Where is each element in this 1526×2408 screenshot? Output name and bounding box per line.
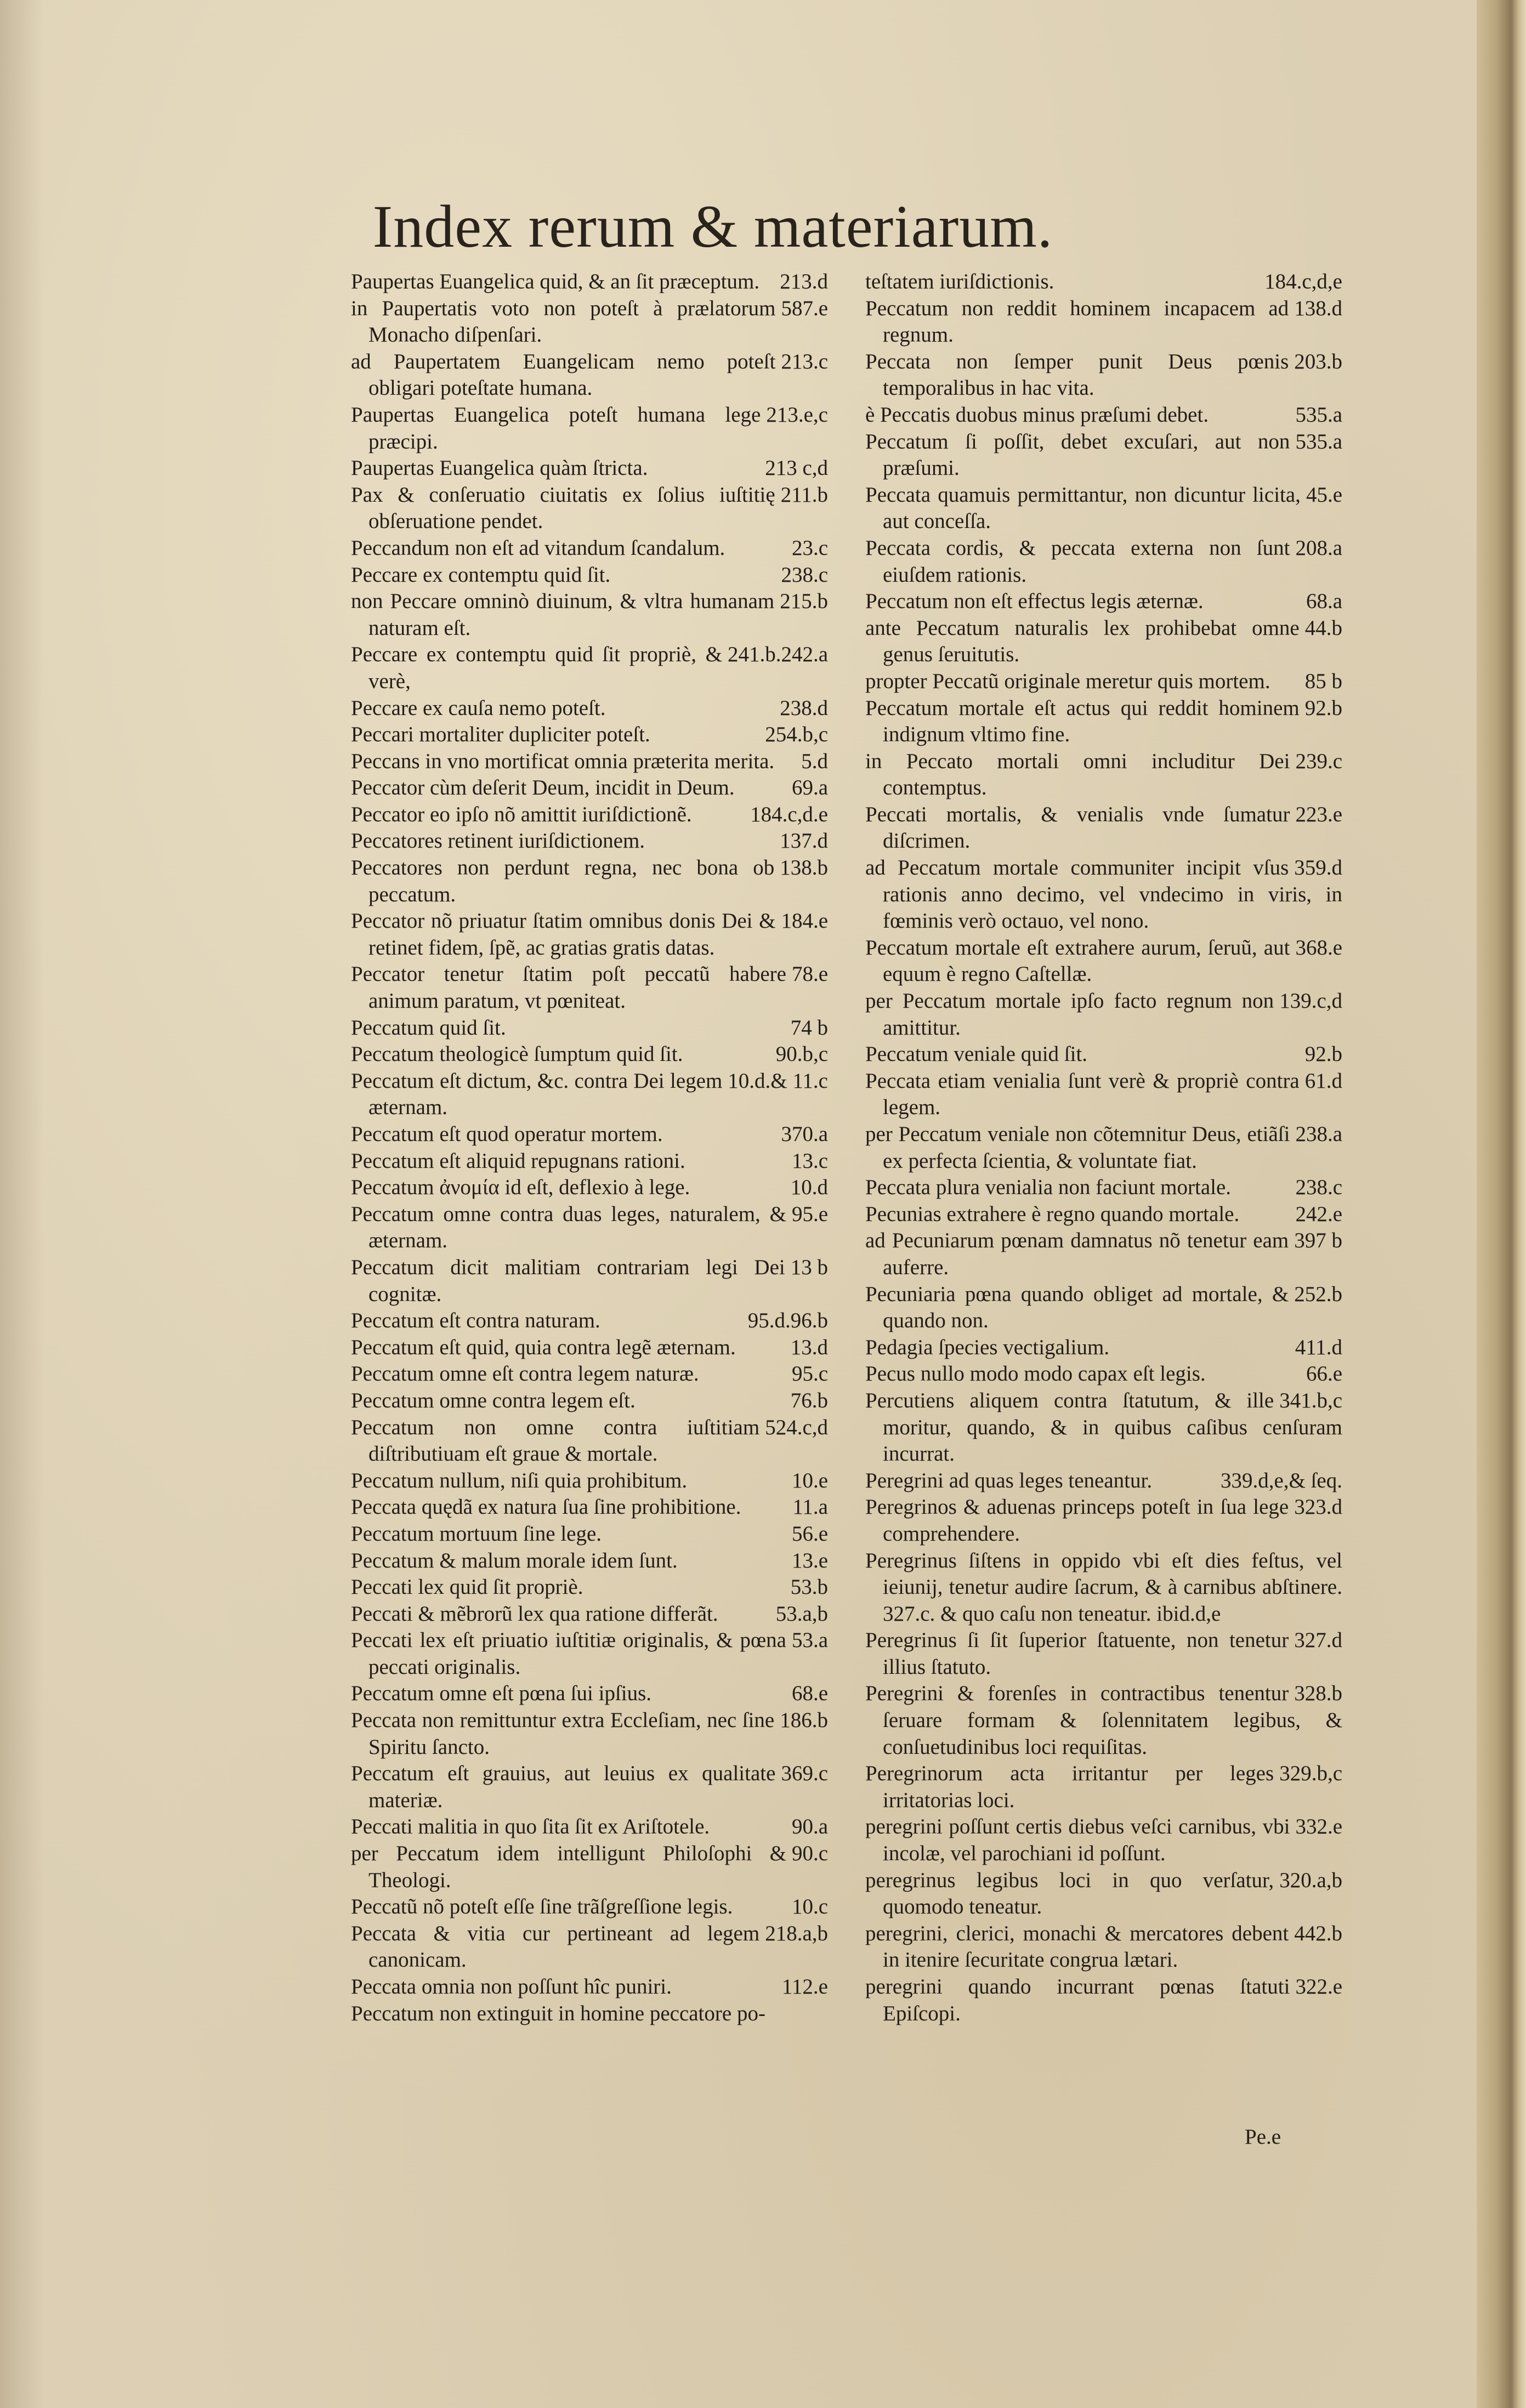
page-reference: 53.b — [790, 1575, 828, 1599]
entry-text: Peccata quamuis permittantur, non dicuntur licita, aut conceſſa. — [865, 482, 1301, 533]
entry-text: Peccare ex contemptu quid ſit propriè, & verè, — [351, 643, 722, 693]
entry-text: Peccatum omne eſt pœna ſui ipſius. — [351, 1682, 652, 1706]
index-entry — [351, 1814, 828, 1841]
entry-text: Peccatum non omne contra iuſtitiam diſtributiuam eſt graue & mortale. — [351, 1415, 760, 1466]
page-reference: 211.b — [780, 482, 828, 507]
page-reference: 238.c — [1295, 1175, 1342, 1200]
index-entry — [351, 1841, 828, 1894]
index-entry — [351, 455, 828, 482]
index-entry — [865, 1121, 1342, 1174]
entry-text: in Paupertatis voto non poteſt à prælatorum Monacho diſpenſari. — [351, 296, 776, 347]
index-entry — [865, 855, 1342, 935]
index-entry — [351, 722, 828, 748]
page-reference: 61.d — [1304, 1069, 1342, 1093]
index-entry — [865, 1388, 1342, 1468]
entry-text: Peccati malitia in quo ſita ſit ex Ariſtotele. — [351, 1815, 710, 1839]
page-reference: 10.c — [791, 1895, 828, 1919]
entry-text: Peccatum non extinguit in homine peccatore po- — [351, 2001, 765, 2025]
index-entry — [351, 562, 828, 589]
entry-text: Peccati lex eſt priuatio iuſtitiæ originalis, & pœna peccati originalis. — [351, 1628, 786, 1679]
entry-text: Peccatum omne eſt contra legem naturæ. — [351, 1362, 699, 1386]
entry-text: Peccatum omne contra legem eſt. — [351, 1388, 636, 1412]
index-entry — [351, 1174, 828, 1201]
index-entry — [865, 1680, 1342, 1760]
entry-text: Peregrinos & aduenas princeps poteſt in ſua lege comprehendere. — [865, 1495, 1289, 1546]
page-reference: 370.a — [781, 1122, 828, 1146]
page-reference: 238.c — [781, 563, 828, 587]
entry-text: Peccatores retinent iuriſdictionem. — [351, 829, 645, 853]
index-entry — [865, 1281, 1342, 1334]
page-reference: 322.e — [1295, 1975, 1342, 1998]
index-entry — [351, 748, 828, 775]
index-entry — [865, 1867, 1342, 1921]
page-reference: 53.a — [791, 1628, 828, 1652]
page-reference: 10.d.& 11.c — [728, 1069, 828, 1093]
page-reference: 10.e — [791, 1468, 828, 1492]
entry-text: Peccata non remittuntur extra Eccleſiam, nec ſine Spiritu ſancto. — [351, 1708, 775, 1759]
entry-text: ante Peccatum naturalis lex prohibebat omne genus ſeruitutis. — [865, 616, 1300, 667]
page-reference: 138.d — [1294, 296, 1342, 320]
page-reference: 11.a — [792, 1495, 828, 1519]
page-reference: 95.d.96.b — [747, 1309, 828, 1333]
page-reference: 184.e — [781, 909, 828, 933]
page-reference: 332.e — [1295, 1815, 1342, 1839]
page-reference: 524.c,d — [765, 1415, 828, 1439]
entry-text: Peccatum mortuum ſine lege. — [351, 1521, 602, 1546]
page-reference: 186.b — [780, 1708, 828, 1733]
page-reference: 90.a — [791, 1815, 828, 1839]
index-entry — [865, 349, 1342, 402]
page-reference: 254.b,c — [765, 723, 828, 747]
index-entry — [865, 402, 1342, 429]
index-entry — [865, 1334, 1342, 1361]
entry-text: Peccati & mẽbrorũ lex qua ratione differãt. — [351, 1601, 718, 1626]
entry-text: Paupertas Euangelica quàm ſtricta. — [351, 456, 648, 480]
page-reference: 213.d — [780, 270, 828, 293]
index-entry — [351, 1308, 828, 1334]
page-reference: 92.b — [1304, 696, 1342, 720]
entry-text: Peregrini & forenſes in contractibus tenentur ſeruare formam & ſolennitatem legibus, & conſuetudinibus loci requiſitas. — [865, 1682, 1342, 1759]
entry-text: Paupertas Euangelica quid, & an ſit præceptum. — [351, 270, 760, 293]
index-entry — [351, 695, 828, 722]
page-reference: 184.c,d.e — [750, 802, 828, 826]
index-entry — [351, 1548, 828, 1575]
page-reference: 53.a,b — [775, 1601, 828, 1626]
page-reference: 535.a — [1295, 429, 1342, 453]
index-entry — [865, 269, 1342, 296]
index-entry — [351, 1894, 828, 1921]
entry-text: Peccata quędã ex natura ſua ſine prohibitione. — [351, 1495, 741, 1519]
page-reference: 13 b — [790, 1255, 828, 1279]
page-reference: 90.c — [791, 1842, 828, 1866]
index-entry — [351, 402, 828, 455]
entry-text: Peregrinus ſiſtens in oppido vbi eſt dies feſtus, vel ieiunij, tenetur audire ſacrum, & à carnibus abſtinere. 327.c. & quo caſu non teneatur. ibid.d,e — [865, 1548, 1342, 1626]
index-entry — [865, 695, 1342, 748]
index-entry — [351, 1254, 828, 1308]
index-entry — [351, 1068, 828, 1121]
page-reference: 90.b,c — [775, 1042, 828, 1066]
catchword: Pe.e — [1245, 2125, 1281, 2149]
entry-text: Peccatum nullum, niſi quia prohibitum. — [351, 1468, 688, 1492]
page-reference: 339.d,e,& ſeq. — [1220, 1468, 1342, 1492]
entry-text: Peccatum dicit malitiam contrariam legi Dei cognitæ. — [351, 1255, 785, 1306]
index-entry — [351, 1574, 828, 1601]
page-reference: 139.c,d — [1279, 989, 1342, 1013]
entry-text: Peccatum omne contra duas leges, naturalem, & æternam. — [351, 1202, 786, 1253]
index-entry — [351, 828, 828, 855]
page-reference: 78.e — [791, 962, 828, 986]
page-reference: 68.e — [791, 1682, 828, 1706]
entry-text: Pax & conſeruatio ciuitatis ex ſolius iuſtitię obſeruatione pendet. — [351, 482, 775, 533]
entry-text: Peccatores non perdunt regna, nec bona ob peccatum. — [351, 856, 775, 906]
page-reference: 252.b — [1294, 1282, 1342, 1306]
index-entry — [351, 296, 828, 349]
entry-text: Peccator eo ipſo nõ amittit iuriſdictionẽ. — [351, 802, 692, 826]
index-entry — [865, 1468, 1342, 1495]
page-reference: 223.e — [1295, 802, 1342, 826]
page-reference: 341.b,c — [1279, 1388, 1342, 1412]
page-reference: 85 b — [1304, 669, 1342, 693]
entry-text: Peccare ex contemptu quid ſit. — [351, 563, 611, 587]
index-entry — [351, 641, 828, 695]
page-reference: 138.b — [780, 856, 828, 880]
index-entry — [351, 775, 828, 802]
index-entry — [351, 961, 828, 1014]
index-entry — [351, 1521, 828, 1548]
index-entry — [351, 1121, 828, 1148]
page-reference: 56.e — [791, 1521, 828, 1546]
page-reference: 218.a,b — [765, 1921, 828, 1945]
entry-text: peregrini, clerici, monachi & mercatores debent in itenire ſecuritate congrua lætari. — [865, 1921, 1289, 1972]
page-reference: 241.b.242.a — [727, 643, 828, 667]
index-entry — [865, 1174, 1342, 1201]
entry-text: Pecus nullo modo modo capax eſt legis. — [865, 1362, 1206, 1386]
entry-text: Peccare ex cauſa nemo poteſt. — [351, 696, 606, 720]
page-reference: 95.e — [791, 1202, 828, 1226]
index-entry — [351, 1334, 828, 1361]
index-entry — [351, 908, 828, 961]
entry-text: Peccator cùm deſerit Deum, incidit in Deum. — [351, 776, 735, 800]
index-entry — [351, 1361, 828, 1388]
entry-text: Peccata plura venialia non faciunt mortale. — [865, 1175, 1232, 1200]
page-reference: 68.a — [1306, 589, 1342, 614]
page-reference: 238.a — [1295, 1122, 1342, 1146]
entry-text: Peccans in vno mortificat omnia præterita merita. — [351, 749, 775, 773]
entry-text: Peccatum non eſt effectus legis æternæ. — [865, 589, 1204, 614]
entry-text: Peccatum eſt quod operatur mortem. — [351, 1122, 663, 1146]
page-reference: 327.d — [1294, 1628, 1342, 1652]
page-reference: 323.d — [1294, 1495, 1342, 1519]
index-entry — [865, 1041, 1342, 1068]
page-reference: 112.e — [781, 1975, 828, 1998]
index-entry — [351, 349, 828, 402]
entry-text: Peccatum & malum morale idem ſunt. — [351, 1548, 678, 1572]
page-reference: 208.a — [1295, 536, 1342, 560]
entry-text: Peccator tenetur ſtatim poſt peccatũ habere animum paratum, vt pœniteat. — [351, 962, 786, 1013]
index-entry — [351, 1921, 828, 1974]
entry-text: Peccati lex quid ſit propriè. — [351, 1575, 583, 1599]
index-entry — [865, 748, 1342, 802]
page-reference: 213.c — [781, 349, 828, 373]
page-reference: 74 b — [790, 1015, 828, 1040]
entry-text: Pecuniaria pœna quando obliget ad mortale, & quando non. — [865, 1282, 1289, 1333]
index-entry — [865, 296, 1342, 349]
page-reference: 397 b — [1294, 1229, 1342, 1253]
index-entry — [865, 615, 1342, 668]
entry-text: Peccatum non reddit hominem incapacem ad regnum. — [865, 296, 1289, 347]
index-entry — [865, 1974, 1342, 2027]
entry-text: Peccata non ſemper punit Deus pœnis temporalibus in hac vita. — [865, 349, 1289, 400]
entry-text: per Peccatum idem intelligunt Philoſophi & Theologi. — [351, 1842, 786, 1892]
index-entry — [351, 1015, 828, 1042]
index-entry — [351, 1760, 828, 1814]
index-entry — [865, 1814, 1342, 1867]
page-reference: 66.e — [1306, 1362, 1342, 1386]
page-reference: 137.d — [780, 829, 828, 853]
index-entry — [351, 1201, 828, 1254]
index-entry — [865, 1627, 1342, 1680]
index-entry — [351, 1148, 828, 1175]
entry-text: Peccatũ nõ poteſt eſſe ſine trãſgreſſione legis. — [351, 1895, 733, 1919]
entry-text: Peccatum quid ſit. — [351, 1015, 506, 1040]
index-entry — [351, 1627, 828, 1680]
page-reference: 203.b — [1294, 349, 1342, 373]
entry-text: Pecunias extrahere è regno quando mortale. — [865, 1202, 1240, 1226]
index-entry — [865, 1760, 1342, 1814]
index-entry — [865, 1548, 1342, 1628]
entry-text: Peccata omnia non poſſunt hîc puniri. — [351, 1975, 672, 1998]
index-entry — [865, 1201, 1342, 1228]
index-entry — [865, 802, 1342, 855]
index-entry — [351, 1707, 828, 1760]
entry-text: ad Paupertatem Euangelicam nemo poteſt obligari poteſtate humana. — [351, 349, 776, 400]
index-entry — [351, 482, 828, 535]
entry-text: Peccandum non eſt ad vitandum ſcandalum. — [351, 536, 725, 560]
index-entry — [865, 482, 1342, 535]
index-entry — [865, 935, 1342, 988]
entry-text: Peccatum theologicè ſumptum quid ſit. — [351, 1042, 683, 1066]
index-entry — [865, 988, 1342, 1041]
index-entry — [351, 1680, 828, 1707]
entry-text: Peregrinus ſi ſit ſuperior ſtatuente, non tenetur illius ſtatuto. — [865, 1628, 1289, 1679]
page-title: Index rerum & materiarum. — [372, 193, 1053, 260]
entry-text: Peccatum mortale eſt extrahere aurum, ſeruũ, aut equum è regno Caſtellæ. — [865, 935, 1290, 986]
entry-text: Percutiens aliquem contra ſtatutum, & ille moritur, quando, & in quibus caſibus cenſuram incurrat. — [865, 1388, 1342, 1466]
page-reference: 213.e,c — [766, 402, 828, 427]
entry-text: propter Peccatũ originale meretur quis mortem. — [865, 669, 1270, 693]
entry-text: è Peccatis duobus minus præſumi debet. — [865, 402, 1209, 427]
entry-text: peregrini quando incurrant pœnas ſtatuti Epiſcopi. — [865, 1975, 1290, 2025]
entry-text: Peccari mortaliter dupliciter poteſt. — [351, 723, 650, 747]
entry-text: ad Peccatum mortale communiter incipit vſus rationis anno decimo, vel vndecimo in viris, in fœminis verò octauo, vel nono. — [865, 856, 1342, 933]
entry-text: Peccatum ἀνομία id eſt, deflexio à lege. — [351, 1175, 690, 1200]
page-reference: 13.c — [791, 1149, 828, 1173]
page-reference: 328.b — [1294, 1682, 1342, 1706]
entry-text: Peregrinorum acta irritantur per leges irritatorias loci. — [865, 1762, 1274, 1812]
entry-text: Peccata etiam venialia ſunt verè & propriè contra legem. — [865, 1069, 1300, 1120]
entry-text: Peccatum eſt quid, quia contra legẽ æternam. — [351, 1335, 736, 1359]
index-entry — [865, 1494, 1342, 1547]
entry-text: Peccati mortalis, & venialis vnde ſumatur diſcrimen. — [865, 802, 1290, 853]
page-reference: 213 c,d — [765, 456, 828, 480]
page-reference: 238.d — [780, 696, 828, 720]
index-entry — [351, 1415, 828, 1468]
page-reference: 239.c — [1295, 749, 1342, 773]
page-reference: 10.d — [790, 1175, 828, 1200]
page-reference: 368.e — [1295, 935, 1342, 959]
index-entry — [865, 429, 1342, 482]
index-entry — [351, 802, 828, 828]
entry-text: teſtatem iuriſdictionis. — [865, 270, 1054, 293]
page-reference: 92.b — [1304, 1042, 1342, 1066]
page-reference: 359.d — [1294, 856, 1342, 880]
page-reference: 329.b,c — [1279, 1762, 1342, 1786]
page-reference: 587.e — [781, 296, 828, 320]
entry-text: Peccatum eſt contra naturam. — [351, 1309, 600, 1333]
index-entry — [865, 1921, 1342, 1974]
index-entry — [865, 1361, 1342, 1388]
index-entry — [351, 855, 828, 908]
page-reference: 242.e — [1295, 1202, 1342, 1226]
index-entry — [351, 1041, 828, 1068]
index-entry — [351, 269, 828, 296]
entry-text: per Peccatum veniale non cõtemnitur Deus, etiãſi ex perfecta ſcientia, & voluntate fiat. — [865, 1122, 1290, 1173]
entry-text: peregrinus legibus loci in quo verſatur, quomodo teneatur. — [865, 1868, 1274, 1919]
page-reference: 442.b — [1294, 1921, 1342, 1945]
binding-gutter — [1477, 0, 1526, 2408]
entry-text: per Peccatum mortale ipſo facto regnum non amittitur. — [865, 989, 1274, 1040]
entry-text: Peregrini ad quas leges teneantur. — [865, 1468, 1153, 1492]
index-entry — [865, 535, 1342, 588]
index-entry — [865, 588, 1342, 615]
entry-text: in Peccato mortali omni includitur Dei contemptus. — [865, 749, 1290, 800]
page-reference: 13.d — [790, 1335, 828, 1359]
page-reference: 23.c — [791, 536, 828, 560]
page-edge-shadow — [0, 0, 44, 2408]
index-entry — [351, 1388, 828, 1415]
entry-text: Peccatum veniale quid ſit. — [865, 1042, 1088, 1066]
index-entry — [865, 668, 1342, 695]
entry-text: Peccata & vitia cur pertineant ad legem canonicam. — [351, 1921, 760, 1972]
index-entry — [865, 1228, 1342, 1281]
index-column-left — [351, 269, 828, 2027]
page-reference: 411.d — [1295, 1335, 1342, 1359]
index-entry — [351, 588, 828, 641]
page-reference: 13.e — [791, 1548, 828, 1572]
page-reference: 215.b — [780, 589, 828, 614]
entry-text: Peccatum eſt aliquid repugnans rationi. — [351, 1149, 685, 1173]
entry-text: peregrini poſſunt certis diebus veſci carnibus, vbi incolæ, vel parochiani id poſſunt. — [865, 1815, 1290, 1866]
entry-text: non Peccare omninò diuinum, & vltra humanam naturam eſt. — [351, 589, 775, 640]
index-entry — [351, 535, 828, 562]
page-reference: 320.a,b — [1279, 1868, 1342, 1892]
entry-text: ad Pecuniarum pœnam damnatus nõ tenetur eam auferre. — [865, 1229, 1289, 1279]
entry-text: Paupertas Euangelica poteſt humana lege præcipi. — [351, 402, 761, 453]
entry-text: Peccata cordis, & peccata externa non ſunt eiuſdem rationis. — [865, 536, 1290, 587]
page-reference: 5.d — [801, 749, 828, 773]
entry-text: Peccator nõ priuatur ſtatim omnibus donis Dei & retinet fidem, ſpẽ, ac gratias gratis datas. — [351, 909, 776, 959]
entry-text: Peccatum mortale eſt actus qui reddit hominem indignum vltimo fine. — [865, 696, 1300, 747]
page-reference: 369.c — [781, 1762, 828, 1786]
page-reference: 44.b — [1304, 616, 1342, 640]
index-entry — [351, 1494, 828, 1521]
page-reference: 76.b — [790, 1388, 828, 1412]
index-entry — [351, 1601, 828, 1628]
entry-text: Peccatum ſi poſſit, debet excuſari, aut non præſumi. — [865, 429, 1290, 480]
index-column-right — [865, 269, 1342, 2027]
index-entry — [865, 1068, 1342, 1121]
page-reference: 69.a — [791, 776, 828, 800]
page-reference: 535.a — [1295, 402, 1342, 427]
entry-text: Peccatum eſt dictum, &c. contra Dei legem æternam. — [351, 1069, 723, 1120]
entry-text: Pedagia ſpecies vectigalium. — [865, 1335, 1110, 1359]
index-entry — [351, 2001, 828, 2028]
page-reference: 95.c — [791, 1362, 828, 1386]
page-reference: 45.e — [1306, 482, 1342, 507]
entry-text: Peccatum eſt grauius, aut leuius ex qualitate materiæ. — [351, 1762, 776, 1812]
index-entry — [351, 1468, 828, 1495]
page-reference: 184.c,d,e — [1264, 270, 1342, 293]
index-entry — [351, 1974, 828, 2001]
